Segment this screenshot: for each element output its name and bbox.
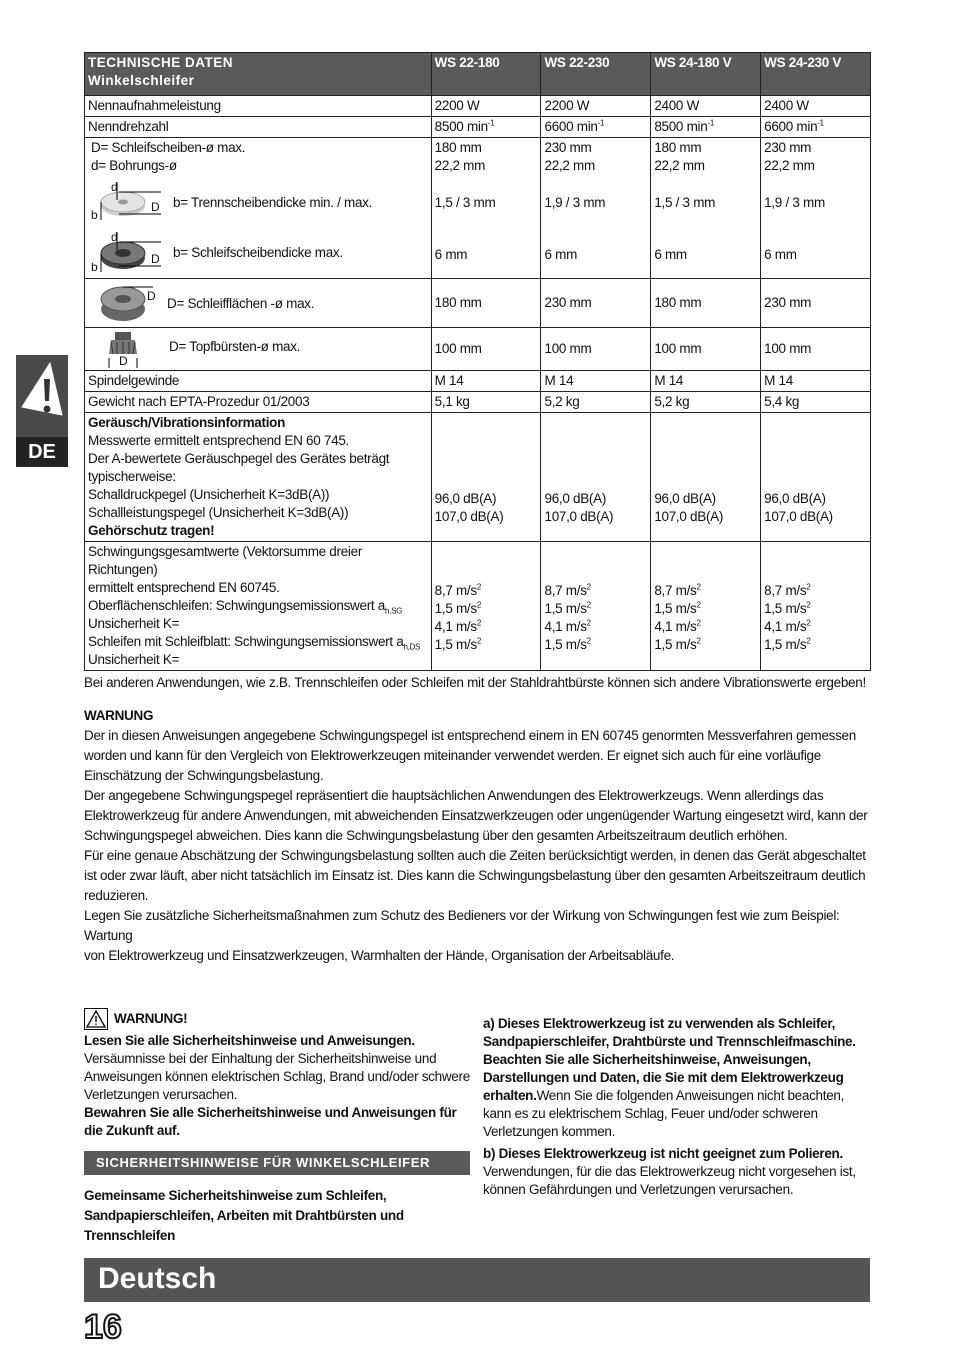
cell-value: 2200 W (431, 96, 541, 117)
cell-value: 96,0 dB(A) 107,0 dB(A) (761, 413, 871, 542)
noise-title: Geräusch/Vibrationsinformation (88, 415, 286, 430)
common-hints-heading: Gemeinsame Sicherheitshinweise zum Schleifen, Sandpapierschleifen, Arbeiten mit Drahtbürsten und Trennschleifen (84, 1188, 404, 1243)
cell-value: 5,2 kg (541, 392, 651, 413)
language-side-tab (16, 355, 68, 467)
icon-letter-D: D (151, 200, 160, 214)
table-row (85, 371, 871, 392)
icon-letter-D: D (151, 252, 160, 266)
model-header: WS 24-230 V (761, 53, 871, 96)
table-row (85, 392, 871, 413)
icon-letter-D: D (119, 354, 128, 368)
model-header: WS 22-230 (541, 53, 651, 96)
row-label: Nenndrehzahl (85, 117, 432, 138)
row-label: D= Schleifflächen -ø max. (167, 296, 315, 311)
cell-value: 180 mm (431, 279, 541, 328)
cell-value: 180 mm (651, 279, 761, 328)
technical-data-table (84, 52, 871, 671)
page-number: 16 (84, 1308, 122, 1346)
cell-value: 6600 $\min^{-1}$ (541, 117, 651, 138)
cell-value: M 14 (651, 371, 761, 392)
row-label: d= Bohrungs-ø (91, 158, 177, 173)
cell-value: 8500 $\min^{-1}$ (651, 117, 761, 138)
hearing-protection-note: Gehörschutz tragen! (88, 523, 215, 538)
disc-dimension-labels (85, 138, 432, 279)
cell-value: 96,0 dB(A) 107,0 dB(A) (541, 413, 651, 542)
model-header: WS 22-180 (431, 53, 541, 96)
cell-value: 180 mm 22,2 mm 1,5 / 3 mm 6 mm (651, 138, 761, 279)
icon-letter-d: d (111, 180, 118, 194)
cell-value: M 14 (431, 371, 541, 392)
vibration-note: Bei anderen Anwendungen, wie z.B. Trennschleifen oder Schleifen mit der Stahldrahtbürste können sich andere Vibrationswerte ergeben! (84, 675, 866, 690)
cell-value: 96,0 dB(A) 107,0 dB(A) (431, 413, 541, 542)
model-header: WS 24-180 V (651, 53, 761, 96)
cell-value: 2400 W (651, 96, 761, 117)
left-column: WARNUNG! Lesen Sie alle Sicherheitshinweise und Anweisungen. Versäumnisse bei der Einhaltung der Sicherheitshinweise und Anweisungen können elektrischen Schlag, Brand und/oder schwere Verletzungen verursachen. Bewahren Sie alle Sicherheitshinweise und Anweisungen für die Zukunft auf. (84, 1008, 474, 1140)
cell-value: 96,0 dB(A) 107,0 dB(A) (651, 413, 761, 542)
icon-letter-b: b (91, 260, 98, 274)
section-header: SICHERHEITSHINWEISE FÜR WINKELSCHLEIFER (84, 1151, 470, 1175)
warnung-title: WARNUNG (84, 708, 154, 723)
table-row (85, 117, 871, 138)
language-label: Deutsch (98, 1262, 217, 1295)
warning-heading: WARNUNG! (114, 1011, 188, 1026)
table-row-vibration: Schwingungsgesamtwerte (Vektorsumme dreier Richtungen) ermittelt entsprechend EN 60745. Oberflächenschleifen: Schwingungsemissionswert $a_{h,SG}$ Unsicherheit K= Schleifen mit Schleifblatt: Schwingungsemissionswert $a_{h,DS}$ Unsicherheit K= 8,7 $m/s^2$ 1,5 $m/s^2$ 4,1 $m/s^2$ 1,5 $m/s^2$ 8,7 $m/s^2$ 1,5 $m/s^2$ 4,1 $m/s^2$ 1,5 $m/s^2$ 8,7 $m/s^2$ 1,5 $m/s^2$ 4,1 $m/s^2$ 1,5 $m/s^2$ 8,7 $m/s^2$ 1,5 $m/s^2$ 4,1 $m/s^2$ 1,5 $m/s^2$ (85, 542, 871, 671)
cell-value: 5,4 kg (761, 392, 871, 413)
cell-value: 180 mm 22,2 mm 1,5 / 3 mm 6 mm (431, 138, 541, 279)
table-row (85, 328, 871, 371)
table-row (85, 279, 871, 328)
cell-value: 8,7 $m/s^2$ 1,5 $m/s^2$ 4,1 $m/s^2$ 1,5 $m/s^2$ (761, 542, 871, 671)
cell-value: 6600 $\min^{-1}$ (761, 117, 871, 138)
cell-value: 230 mm 22,2 mm 1,9 / 3 mm 6 mm (541, 138, 651, 279)
icon-letter-d: d (111, 230, 118, 244)
cell-value: 230 mm (541, 279, 651, 328)
side-warning-box (16, 355, 68, 437)
cell-value: 100 mm (431, 328, 541, 371)
table-row (85, 138, 871, 279)
row-label: b= Schleifscheibendicke max. (173, 245, 343, 260)
table-row (85, 96, 871, 117)
table-title-cell (85, 53, 432, 96)
right-column: a) Dieses Elektrowerkzeug ist zu verwenden als Schleifer, Sandpapierschleifer, Drahtbürste und Trennschleifmaschine. Beachten Sie alle Sicherheitshinweise, Anweisungen, Darstellungen und Daten, die Sie mit dem Elektrowerkzeug erhalten.Wenn Sie die folgenden Anweisungen nicht beachten, kann es zu elektrischem Schlag, Feuer und/oder schweren Verletzungen kommen. b) Dieses Elektrowerkzeug ist nicht geeignet zum Polieren. Verwendungen, für die das Elektrowerkzeug nicht vorgesehen ist, können Gefährdungen und Verletzungen verursachen. (483, 1016, 856, 1197)
cell-value: 8,7 $m/s^2$ 1,5 $m/s^2$ 4,1 $m/s^2$ 1,5 $m/s^2$ (431, 542, 541, 671)
cell-value: 2400 W (761, 96, 871, 117)
cell-value: 8,7 $m/s^2$ 1,5 $m/s^2$ 4,1 $m/s^2$ 1,5 $m/s^2$ (651, 542, 761, 671)
icon-letter-b: b (91, 208, 98, 222)
row-label: D= Schleifscheiben-ø max. (91, 140, 246, 155)
cell-value: 230 mm (761, 279, 871, 328)
warning-triangle-icon (16, 355, 68, 437)
cell-value: M 14 (541, 371, 651, 392)
table-row-noise: Geräusch/Vibrationsinformation Messwerte ermittelt entsprechend EN 60 745. Der A-bewertete Geräuschpegel des Gerätes beträgt typischerweise: Schalldruckpegel (Unsicherheit K=3dB(A)) Schallleistungspegel (Unsicherheit K=3dB(A)) Gehörschutz tragen! 96,0 dB(A) 107,0 dB(A) 96,0 dB(A) 107,0 dB(A) 96,0 dB(A) 107,0 dB(A) 96,0 dB(A) 107,0 dB(A) (85, 413, 871, 542)
cell-value: 5,2 kg (651, 392, 761, 413)
cell-value: M 14 (761, 371, 871, 392)
cell-value: 5,1 kg (431, 392, 541, 413)
cell-value: 230 mm 22,2 mm 1,9 / 3 mm 6 mm (761, 138, 871, 279)
language-footer-bar (84, 1258, 870, 1302)
row-label: D= Topfbürsten-ø max. (169, 339, 301, 354)
icon-letter-D: D (147, 289, 156, 303)
row-label: Nennaufnahmeleistung (85, 96, 432, 117)
row-label: Gewicht nach EPTA-Prozedur 01/2003 (85, 392, 432, 413)
cell-value: 8,7 $m/s^2$ 1,5 $m/s^2$ 4,1 $m/s^2$ 1,5 $m/s^2$ (541, 542, 651, 671)
cell-value: 2200 W (541, 96, 651, 117)
table-header-row (85, 53, 871, 96)
warnung-block: WARNUNG Der in diesen Anweisungen angegebene Schwingungspegel ist entsprechend einem in EN 60745 genormten Messverfahren gemessen worden und kann für den Vergleich von Elektrowerkzeugen miteinander verwendet werden. Er eignet sich auch für eine vorläufige Einschätzung der Schwingungsbelastung. Der angegebene Schwingungspegel repräsentiert die hauptsächlichen Anwendungen des Elektrowerkzeugs. Wenn allerdings das Elektrowerkzeug für andere Anwendungen, mit abweichenden Einsatzwerkzeugen oder ungenügender Wartung eingesetzt wird, kann der Schwingungspegel abweichen. Dies kann die Schwingungsbelastung über den gesamten Arbeitszeitraum deutlich erhöhen. Für eine genaue Abschätzung der Schwingungsbelastung sollten auch die Zeiten berücksichtigt werden, in denen das Gerät abgeschaltet ist oder zwar läuft, aber nicht tatsächlich im Einsatz ist. Dies kann die Schwingungsbelastung über den gesamten Arbeitszeitraum deutlich reduzieren. Legen Sie zusätzliche Sicherheitsmaßnahmen zum Schutz des Bedieners vor der Wirkung von Schwingungen fest wie zum Beispiel: Wartung von Elektrowerkzeug und Einsatzwerkzeugen, Warmhalten der Hände, Organisation der Arbeitsabläufe. (84, 706, 884, 966)
cell-value: 100 mm (541, 328, 651, 371)
warning-icon (84, 1008, 108, 1030)
row-label: Spindelgewinde (85, 371, 432, 392)
row-label: b= Trennscheibendicke min. / max. (173, 195, 373, 210)
cell-value: 8500 $\min^{-1}$ (431, 117, 541, 138)
table-subtitle: Winkelschleifer (88, 73, 195, 88)
table-title: TECHNISCHE DATEN (88, 55, 234, 70)
cell-value: 100 mm (651, 328, 761, 371)
language-code: DE (16, 437, 68, 467)
cell-value: 100 mm (761, 328, 871, 371)
